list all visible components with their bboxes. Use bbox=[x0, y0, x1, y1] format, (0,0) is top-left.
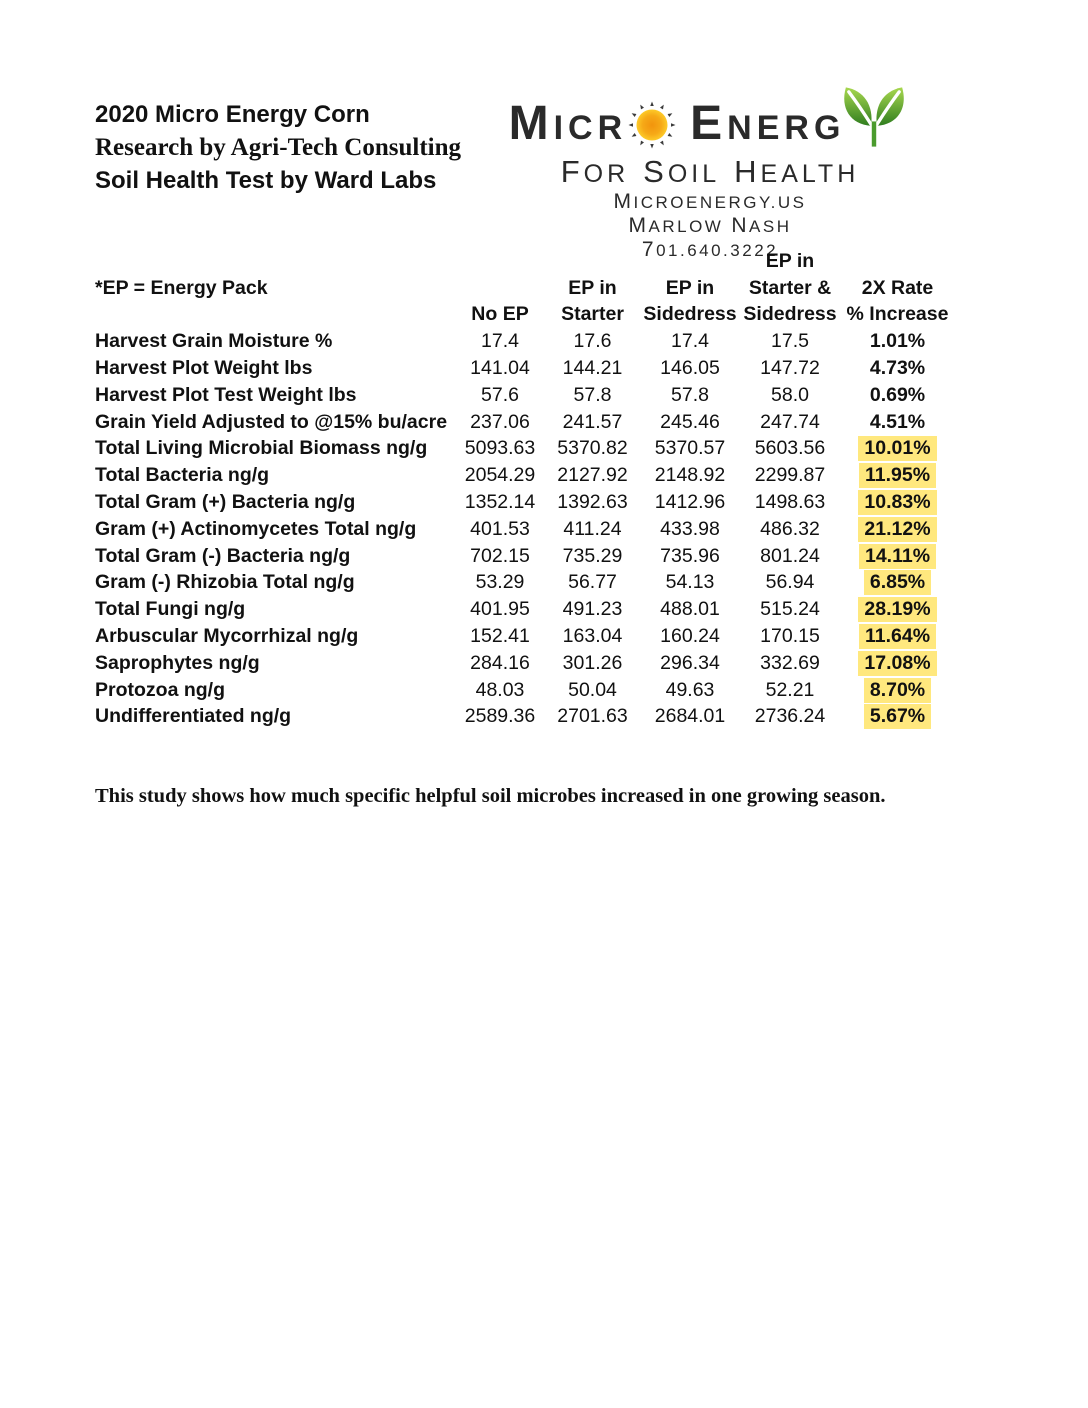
highlight-badge: 14.11% bbox=[859, 544, 936, 569]
value-cell: 48.03 bbox=[475, 678, 525, 701]
value-cell: 146.05 bbox=[660, 357, 720, 380]
row-label: Harvest Plot Weight lbs bbox=[95, 357, 313, 380]
table-row bbox=[95, 704, 955, 731]
value-cell: 1412.96 bbox=[654, 491, 726, 514]
header-spacer bbox=[95, 302, 455, 329]
tagline-word: SOIL bbox=[643, 154, 721, 189]
table-row bbox=[95, 650, 955, 677]
col-header-noep-l3: No EP bbox=[471, 303, 529, 326]
phone-number: 701.640.3222 bbox=[641, 238, 779, 261]
table-row bbox=[95, 516, 955, 543]
increase-cell bbox=[840, 543, 955, 570]
highlight-badge: 5.67% bbox=[864, 704, 931, 729]
tagline-word: HEALTH bbox=[734, 154, 860, 189]
value-cell: 801.24 bbox=[760, 544, 820, 567]
study-caption: This study shows how much specific helpful soil microbes increased in one growing season. bbox=[95, 785, 886, 807]
increase-cell bbox=[840, 677, 955, 704]
row-label: Grain Yield Adjusted to @15% bu/acre bbox=[95, 410, 448, 433]
value-cell: 1352.14 bbox=[464, 491, 536, 514]
col-header-sidedress-l3: Sidedress bbox=[643, 303, 737, 326]
contact-word: MARLOW bbox=[628, 214, 724, 237]
logo-website bbox=[495, 190, 925, 212]
contact-word: NASH bbox=[731, 214, 792, 237]
value-cell: 58.0 bbox=[771, 383, 809, 406]
header-row-1 bbox=[95, 248, 955, 275]
value-cell: 163.04 bbox=[562, 625, 623, 648]
highlight-badge: 10.01% bbox=[858, 436, 936, 461]
row-label: Saprophytes ng/g bbox=[95, 651, 260, 674]
value-cell: 147.72 bbox=[760, 357, 820, 380]
value-cell: 515.24 bbox=[760, 598, 820, 621]
value-cell: 152.41 bbox=[470, 625, 530, 648]
highlight-badge: 11.95% bbox=[859, 463, 936, 488]
value-cell: 245.46 bbox=[660, 410, 720, 433]
table-row bbox=[95, 570, 955, 597]
value-cell: 2589.36 bbox=[464, 705, 536, 728]
increase-cell bbox=[840, 570, 955, 597]
highlight-badge: 28.19% bbox=[858, 597, 936, 622]
value-cell: 57.6 bbox=[481, 383, 519, 406]
value-cell: 241.57 bbox=[562, 410, 623, 433]
value-cell: 2148.92 bbox=[654, 464, 726, 487]
value-cell: 53.29 bbox=[475, 571, 525, 594]
increase-cell bbox=[840, 516, 955, 543]
company-logo bbox=[495, 88, 925, 260]
table-row bbox=[95, 489, 955, 516]
increase-cell bbox=[840, 704, 955, 731]
value-cell: 52.21 bbox=[765, 678, 815, 701]
increase-value: 4.73% bbox=[869, 357, 926, 380]
table-row bbox=[95, 409, 955, 436]
value-cell: 488.01 bbox=[660, 598, 720, 621]
value-cell: 1392.63 bbox=[557, 491, 628, 514]
row-label: Arbuscular Mycorrhizal ng/g bbox=[95, 625, 359, 648]
table-row bbox=[95, 543, 955, 570]
value-cell: 5603.56 bbox=[754, 437, 826, 460]
value-cell: 237.06 bbox=[470, 410, 530, 433]
increase-cell bbox=[840, 436, 955, 463]
increase-cell bbox=[840, 596, 955, 623]
table-header bbox=[95, 248, 955, 328]
value-cell: 491.23 bbox=[562, 598, 623, 621]
increase-value: 4.51% bbox=[869, 410, 926, 433]
row-label: Total Gram (+) Bacteria ng/g bbox=[95, 491, 356, 514]
logo-tagline bbox=[495, 154, 925, 188]
value-cell: 702.15 bbox=[470, 544, 530, 567]
title-line-2: Research by Agri-Tech Consulting bbox=[95, 134, 462, 161]
value-cell: 56.77 bbox=[568, 571, 617, 594]
col-header-starter-l3: Starter bbox=[561, 303, 624, 326]
table-row bbox=[95, 355, 955, 382]
soil-health-table bbox=[95, 248, 955, 730]
value-cell: 735.96 bbox=[660, 544, 720, 567]
row-label: Gram (+) Actinomycetes Total ng/g bbox=[95, 517, 417, 540]
highlight-badge: 8.70% bbox=[864, 678, 931, 703]
brand-word-micro: MICR bbox=[508, 97, 628, 150]
value-cell: 144.21 bbox=[562, 357, 623, 380]
value-cell: 247.74 bbox=[760, 410, 820, 433]
col-header-starter-l1 bbox=[545, 248, 640, 275]
value-cell: 735.29 bbox=[562, 544, 623, 567]
header-row-3 bbox=[95, 302, 955, 329]
increase-cell bbox=[840, 650, 955, 677]
table-row bbox=[95, 436, 955, 463]
col-header-increase-l1 bbox=[840, 248, 955, 275]
title-line-1: 2020 Micro Energy Corn bbox=[95, 101, 370, 128]
increase-value: 1.01% bbox=[869, 330, 926, 353]
row-label: Total Gram (-) Bacteria ng/g bbox=[95, 544, 351, 567]
highlight-badge: 6.85% bbox=[864, 570, 931, 595]
value-cell: 2736.24 bbox=[754, 705, 826, 728]
table-row bbox=[95, 677, 955, 704]
value-cell: 17.4 bbox=[671, 330, 709, 353]
value-cell: 301.26 bbox=[562, 651, 623, 674]
col-header-starter-l2: EP in bbox=[568, 276, 617, 299]
header-spacer bbox=[95, 248, 455, 275]
highlight-badge: 10.83% bbox=[858, 490, 936, 515]
increase-cell bbox=[840, 462, 955, 489]
increase-cell bbox=[840, 355, 955, 382]
increase-cell bbox=[840, 623, 955, 650]
col-header-both-l3: Sidedress bbox=[743, 303, 837, 326]
tagline-word: FOR bbox=[560, 154, 630, 189]
logo-contact-name bbox=[495, 214, 925, 236]
value-cell: 2127.92 bbox=[557, 464, 628, 487]
increase-cell bbox=[840, 382, 955, 409]
value-cell: 5370.82 bbox=[557, 437, 628, 460]
increase-cell bbox=[840, 328, 955, 355]
increase-cell bbox=[840, 409, 955, 436]
row-label: Total Fungi ng/g bbox=[95, 598, 246, 621]
value-cell: 57.8 bbox=[573, 383, 612, 406]
value-cell: 5370.57 bbox=[654, 437, 726, 460]
value-cell: 57.8 bbox=[671, 383, 709, 406]
value-cell: 433.98 bbox=[660, 517, 720, 540]
highlight-badge: 11.64% bbox=[859, 624, 936, 649]
highlight-badge: 17.08% bbox=[858, 651, 936, 676]
value-cell: 401.95 bbox=[470, 598, 530, 621]
value-cell: 17.4 bbox=[481, 330, 519, 353]
sprout-leaves-icon bbox=[837, 80, 911, 154]
col-header-increase-l2: 2X Rate bbox=[861, 276, 934, 299]
value-cell: 54.13 bbox=[665, 571, 715, 594]
col-header-both-l1: EP in bbox=[765, 249, 815, 272]
row-label: Protozoa ng/g bbox=[95, 678, 225, 701]
table-row bbox=[95, 382, 955, 409]
value-cell: 56.94 bbox=[765, 571, 815, 594]
value-cell: 170.15 bbox=[760, 625, 820, 648]
value-cell: 50.04 bbox=[568, 678, 617, 701]
value-cell: 411.24 bbox=[563, 517, 622, 540]
value-cell: 2701.63 bbox=[557, 705, 628, 728]
website-text: MICROENERGY.US bbox=[613, 190, 807, 213]
highlight-badge: 21.12% bbox=[858, 517, 936, 542]
row-label: Undifferentiated ng/g bbox=[95, 705, 292, 728]
report-title-block bbox=[95, 98, 461, 197]
row-label: Total Living Microbial Biomass ng/g bbox=[95, 437, 428, 460]
value-cell: 401.53 bbox=[470, 517, 530, 540]
value-cell: 141.04 bbox=[470, 357, 530, 380]
row-label: Harvest Grain Moisture % bbox=[95, 330, 333, 353]
value-cell: 1498.63 bbox=[754, 491, 826, 514]
col-header-increase-l3: % Increase bbox=[846, 303, 949, 326]
value-cell: 296.34 bbox=[660, 651, 720, 674]
col-header-both-l2: Starter & bbox=[748, 276, 832, 299]
table-row bbox=[95, 596, 955, 623]
col-header-noep-l2 bbox=[455, 275, 545, 302]
col-header-sidedress-l2: EP in bbox=[665, 276, 715, 299]
table-row bbox=[95, 328, 955, 355]
value-cell: 2299.87 bbox=[754, 464, 826, 487]
value-cell: 284.16 bbox=[470, 651, 530, 674]
value-cell: 2054.29 bbox=[464, 464, 536, 487]
brand-wordmark bbox=[495, 88, 925, 152]
row-label: Harvest Plot Test Weight lbs bbox=[95, 383, 357, 406]
row-label: Total Bacteria ng/g bbox=[95, 464, 270, 487]
value-cell: 17.5 bbox=[771, 330, 809, 353]
value-cell: 5093.63 bbox=[464, 437, 536, 460]
ep-note: *EP = Energy Pack bbox=[95, 276, 268, 299]
value-cell: 2684.01 bbox=[654, 705, 726, 728]
increase-cell bbox=[840, 489, 955, 516]
row-label: Gram (-) Rhizobia Total ng/g bbox=[95, 571, 355, 594]
value-cell: 332.69 bbox=[760, 651, 820, 674]
table-row bbox=[95, 462, 955, 489]
col-header-sidedress-l1 bbox=[640, 248, 740, 275]
sun-icon bbox=[627, 100, 677, 150]
increase-value: 0.69% bbox=[869, 383, 926, 406]
table-body bbox=[95, 328, 955, 730]
value-cell: 160.24 bbox=[660, 625, 720, 648]
value-cell: 17.6 bbox=[573, 330, 612, 353]
title-line-3: Soil Health Test by Ward Labs bbox=[95, 167, 437, 194]
value-cell: 49.63 bbox=[665, 678, 715, 701]
table-row bbox=[95, 623, 955, 650]
header-row-2 bbox=[95, 275, 955, 302]
col-header-noep-l1 bbox=[455, 248, 545, 275]
brand-word-energy: ENERG bbox=[690, 97, 846, 150]
value-cell: 486.32 bbox=[760, 517, 820, 540]
